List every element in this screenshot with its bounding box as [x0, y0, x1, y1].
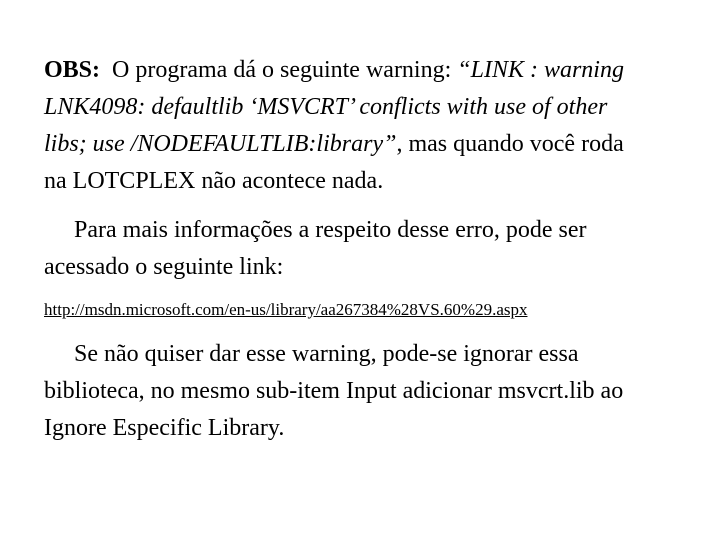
info-text-line1: Para mais informações a respeito desse erro, pode ser [74, 217, 587, 243]
msdn-link[interactable]: http://msdn.microsoft.com/en-us/library/aa267384%28VS.60%29.aspx [44, 300, 528, 319]
obs-text-continued: , mas quando você roda [396, 131, 624, 157]
obs-label-colon: : [92, 57, 101, 83]
obs-label: OBS [44, 57, 93, 83]
ignore-text-line1: Se não quiser dar esse warning, pode-se ignorar essa [74, 341, 579, 367]
obs-text: O programa dá o seguinte warning: [100, 57, 458, 83]
warning-message-part2: LNK4098: defaultlib ‘MSVCRT’ conflicts with use of other [44, 94, 608, 120]
info-text-line2: acessado o seguinte link: [44, 254, 284, 280]
warning-message-part3: libs; use /NODEFAULTLIB:library” [44, 131, 397, 157]
info-paragraph [44, 212, 684, 286]
warning-message-part1: “LINK : warning [457, 57, 624, 83]
ignore-paragraph [44, 336, 684, 447]
ignore-text-line2: biblioteca, no mesmo sub-item Input adicionar msvcrt.lib ao [44, 378, 624, 404]
obs-text-end: na LOTCPLEX não acontece nada. [44, 168, 384, 194]
obs-paragraph [44, 52, 684, 200]
ignore-text-line3: Ignore Especific Library. [44, 415, 285, 441]
